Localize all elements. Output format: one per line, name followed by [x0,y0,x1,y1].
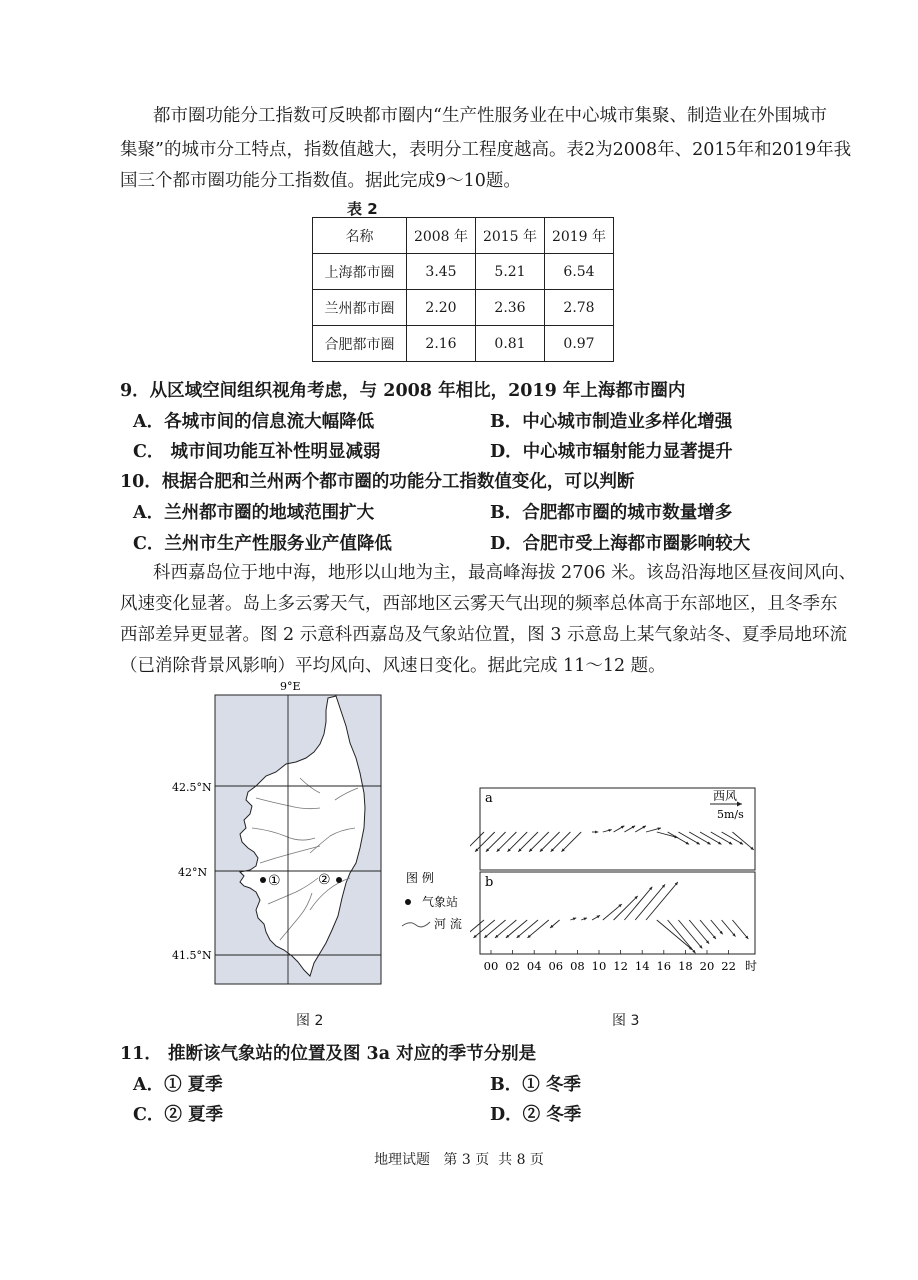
latitude-label: 42.5°N [172,781,212,794]
intro2-line-4: （已消除背景风影响）平均风向、风速日变化。据此完成 11～12 题。 [120,656,666,676]
table-cell: 2.16 [407,326,476,362]
reference-arrowhead [737,802,742,807]
wind-vector [711,832,732,844]
wind-vector [475,832,495,852]
station-2-dot [336,877,342,883]
table-caption: 表 2 [347,200,378,218]
wind-vector [678,832,699,844]
wind-vector-head [595,830,598,833]
table-cell: 5.21 [476,254,545,290]
q9-option-b[interactable]: B．中心城市制造业多样化增强 [490,412,733,432]
question-9-stem: 9．从区域空间组织视角考虑，与 2008 年相比，2019 年上海都市圈内 [120,381,686,401]
wind-vector [561,832,581,852]
wind-vector [540,832,560,852]
panel-b-label: b [485,875,494,890]
page-footer: 地理试题 第 3 页 共 8 页 [374,1152,544,1168]
q11-option-d[interactable]: D．② 冬季 [490,1105,582,1125]
hour-tick-label: 20 [699,959,715,973]
panel-b-vectors [470,882,748,953]
legend-station-label: 气象站 [422,895,459,909]
table-header-cell: 2008 年 [407,218,476,254]
q11-option-c[interactable]: C．② 夏季 [133,1105,224,1125]
q10-option-d[interactable]: D．合肥市受上海都市圈影响较大 [490,534,751,554]
legend-river-label: 河 流 [434,917,462,931]
wind-vector [507,832,527,852]
q9-option-a[interactable]: A．各城市间的信息流大幅降低 [133,412,375,432]
wind-vector [624,887,652,920]
intro-line-2: 集聚”的城市分工特点，指数值越大，表明分工程度越高。表2为2008年、2015年和2019年我 [120,140,852,160]
station-1-label: ① [268,873,281,889]
q11-option-b[interactable]: B．① 冬季 [490,1075,581,1095]
table-cell: 2.20 [407,290,476,326]
wind-vector [470,832,484,852]
q9-option-c[interactable]: C． 城市间功能互补性明显减弱 [133,442,381,462]
wind-vector [518,832,538,852]
table-cell: 2.36 [476,290,545,326]
hour-tick-label: 22 [721,959,736,973]
panel-a-label: a [485,791,493,806]
hour-tick-label: 04 [526,959,542,973]
q9-option-d[interactable]: D．中心城市辐射能力显著提升 [490,442,733,462]
table-cell: 3.45 [407,254,476,290]
table-header-cell: 2019 年 [545,218,614,254]
wind-vector [473,920,494,938]
wind-vector [668,832,689,844]
intro2-line-1: 科西嘉岛位于地中海，地形以山地为主，最高峰海拔 2706 米。该岛沿海地区昼夜间风向、 [153,563,857,583]
intro2-line-2: 风速变化显著。岛上多云雾天气，西部地区云雾天气出现的频率总体高于东部地区，且冬季东 [120,594,838,614]
hour-tick-label: 16 [656,959,672,973]
hour-tick-label: 10 [591,959,607,973]
table-row [313,290,614,326]
hour-tick-label: 00 [483,959,499,973]
hour-tick-label: 06 [548,959,564,973]
wind-vector [529,832,549,852]
table-cell: 2.78 [545,290,614,326]
wind-vector [678,920,702,948]
wind-vector [484,920,505,938]
figure-2-caption: 图 2 [296,1013,324,1029]
wind-vector [657,832,678,838]
question-11-stem: 11． 推断该气象站的位置及图 3a 对应的季节分别是 [120,1044,537,1064]
table-cell: 0.97 [545,326,614,362]
q11-option-a[interactable]: A．① 夏季 [133,1075,223,1095]
table-cell: 上海都市圈 [313,254,407,290]
longitude-label: 9°E [280,680,301,693]
question-10-stem: 10．根据合肥和兰州两个都市圈的功能分工指数值变化，可以判断 [120,472,635,492]
intro-line-3: 国三个都市圈功能分工指数值。据此完成9～10题。 [120,171,521,191]
table-row [313,254,614,290]
table-cell: 合肥都市圈 [313,326,407,362]
wind-vector [527,920,548,938]
station-2-label: ② [318,872,331,888]
hour-axis [484,950,757,973]
wind-vector [495,920,516,938]
table-cell: 兰州都市圈 [313,290,407,326]
wind-vector [722,920,736,937]
wind-vector [689,832,710,844]
hour-tick-label: 14 [634,959,650,973]
hour-unit-label: 时 [745,959,758,973]
table-header-cell: 2015 年 [476,218,545,254]
panel-b-frame [480,872,755,954]
intro-line-1: 都市圈功能分工指数可反映都市圈内“生产性服务业在中心城市集聚、制造业在外围城市 [153,106,827,126]
table-header-cell: 名称 [313,218,407,254]
q10-option-a[interactable]: A．兰州都市圈的地域范围扩大 [133,503,375,523]
wind-vector [668,920,696,953]
wind-vector [517,920,538,938]
data-table [312,217,614,362]
station-1-dot [260,877,266,883]
latitude-label: 42°N [178,866,208,879]
wind-direction-label: 西风 [713,789,738,803]
hour-tick-label: 08 [570,959,585,973]
table-row [313,326,614,362]
table-cell: 6.54 [545,254,614,290]
wind-vector [689,920,709,944]
wind-vector [506,920,527,938]
q10-option-b[interactable]: B．合肥都市圈的城市数量增多 [490,503,733,523]
wind-vector [486,832,506,852]
panel-a-vectors [470,826,754,852]
wind-vector [657,920,693,950]
wind-vector [700,832,721,844]
wind-vector [551,832,571,852]
legend-river-icon [402,922,430,927]
wind-vector-head [573,918,576,921]
hour-tick-label: 12 [613,959,628,973]
wind-vector-head [584,918,587,921]
table-header-row [313,218,614,254]
wind-vector [497,832,517,852]
speed-label: 5m/s [717,808,744,821]
legend-title: 图 例 [406,871,434,885]
figure-3-caption: 图 3 [612,1013,640,1029]
latitude-label: 41.5°N [172,949,212,962]
figure-2-map [160,678,470,990]
intro2-line-3: 西部差异更显著。图 2 示意科西嘉岛及气象站位置，图 3 示意岛上某气象站冬、夏季局地环流 [120,625,848,645]
hour-tick-label: 18 [678,959,693,973]
wind-vector [603,904,622,920]
table-cell: 0.81 [476,326,545,362]
q10-option-c[interactable]: C．兰州市生产性服务业产值降低 [133,534,392,554]
hour-tick-label: 02 [505,959,520,973]
legend-station-icon [405,899,411,905]
wind-vector [732,832,753,850]
figure-3-chart [470,780,760,980]
